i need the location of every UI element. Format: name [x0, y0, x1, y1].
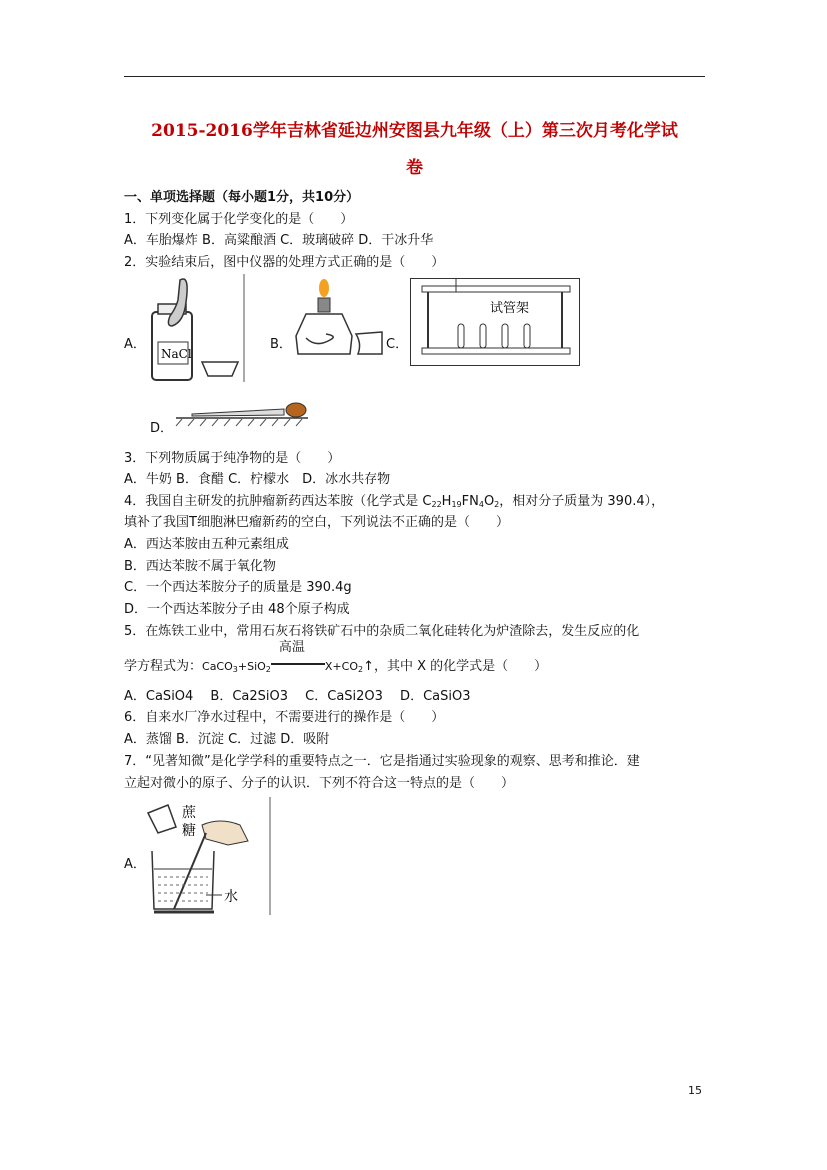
- q3-options: A．牛奶 B．食醋 C．柠檬水 D．冰水共存物: [124, 472, 391, 487]
- dropper-figure: [172, 400, 312, 430]
- q4-stem2: 填补了我国T细胞淋巴瘤新药的空白，下列说法不正确的是（ ）: [124, 515, 509, 530]
- q5-stem: 5．在炼铁工业中，常用石灰石将铁矿石中的杂质二氧化硅转化为炉渣除去，发生反应的化: [124, 624, 640, 639]
- q7-stem2: 立起对微小的原子、分子的认识．下列不符合这一特点的是（ ）: [124, 776, 515, 791]
- q1-stem: 1．下列变化属于化学变化的是（ ）: [124, 212, 354, 227]
- q4-option-a: A．西达苯胺由五种元素组成: [124, 537, 289, 552]
- q5-options: A．CaSiO4 B．Ca2SiO3 C．CaSi2O3 D．CaSiO3: [124, 689, 471, 704]
- q2-label-b: B．: [270, 337, 292, 352]
- sugar-label-1: 蔗: [182, 805, 196, 821]
- q2-stem: 2．实验结束后，图中仪器的处理方式正确的是（ ）: [124, 255, 445, 270]
- q5-equation: 学方程式为：CaCO$_3$+SiO$_2$ 高温 $X+CO_2↑$，其中 X 的化学式是（ ）: [124, 640, 548, 674]
- doc-title-line1: 2015-2016学年吉林省延边州安图县九年级（上）第三次月考化学试: [151, 121, 678, 141]
- q4-option-d: D．一个西达苯胺分子由 48个原子构成: [124, 602, 350, 617]
- header-rule: [124, 76, 705, 77]
- q2-label-a: A．: [124, 337, 146, 352]
- test-tube-rack-figure: [410, 278, 580, 366]
- doc-title-line2: 卷: [406, 158, 423, 178]
- sugar-label-2: 糖: [182, 823, 196, 839]
- q7-stem: 7．“见著知微”是化学学科的重要特点之一．它是指通过实验现象的观察、思考和推论．建: [124, 754, 640, 769]
- q2-label-c: C．: [386, 337, 409, 352]
- q7-label-a: A．: [124, 857, 146, 872]
- nacl-label: NaCl: [161, 347, 192, 361]
- alcohol-lamp-figure: [286, 278, 390, 360]
- page-number: 15: [688, 1084, 702, 1097]
- section-heading: 一、单项选择题（每小题1分，共10分）: [124, 190, 360, 205]
- water-label: 水: [224, 889, 238, 905]
- rack-label: 试管架: [490, 301, 530, 316]
- q4-option-b: B．西达苯胺不属于氧化物: [124, 559, 276, 574]
- q3-stem: 3．下列物质属于纯净物的是（ ）: [124, 451, 341, 466]
- nacl-jar-figure: [140, 272, 246, 384]
- q4-stem: 4．我国自主研发的抗肿瘤新药西达苯胺（化学式是 $C_{22}H_{19}FN_4O_2$，相对分子质量为 390.4），: [124, 494, 665, 509]
- q2-label-d: D．: [150, 421, 174, 436]
- q1-options: A．车胎爆炸 B．高粱酿酒 C．玻璃破碎 D．干冰升华: [124, 233, 434, 248]
- q6-stem: 6．自来水厂净水过程中，不需要进行的操作是（ ）: [124, 710, 445, 725]
- q4-option-c: C．一个西达苯胺分子的质量是 390.4g: [124, 580, 352, 595]
- sugar-beaker-figure: [140, 795, 272, 917]
- reaction-condition: 高温: [278, 640, 305, 655]
- q6-options: A．蒸馏 B．沉淀 C．过滤 D．吸附: [124, 732, 330, 747]
